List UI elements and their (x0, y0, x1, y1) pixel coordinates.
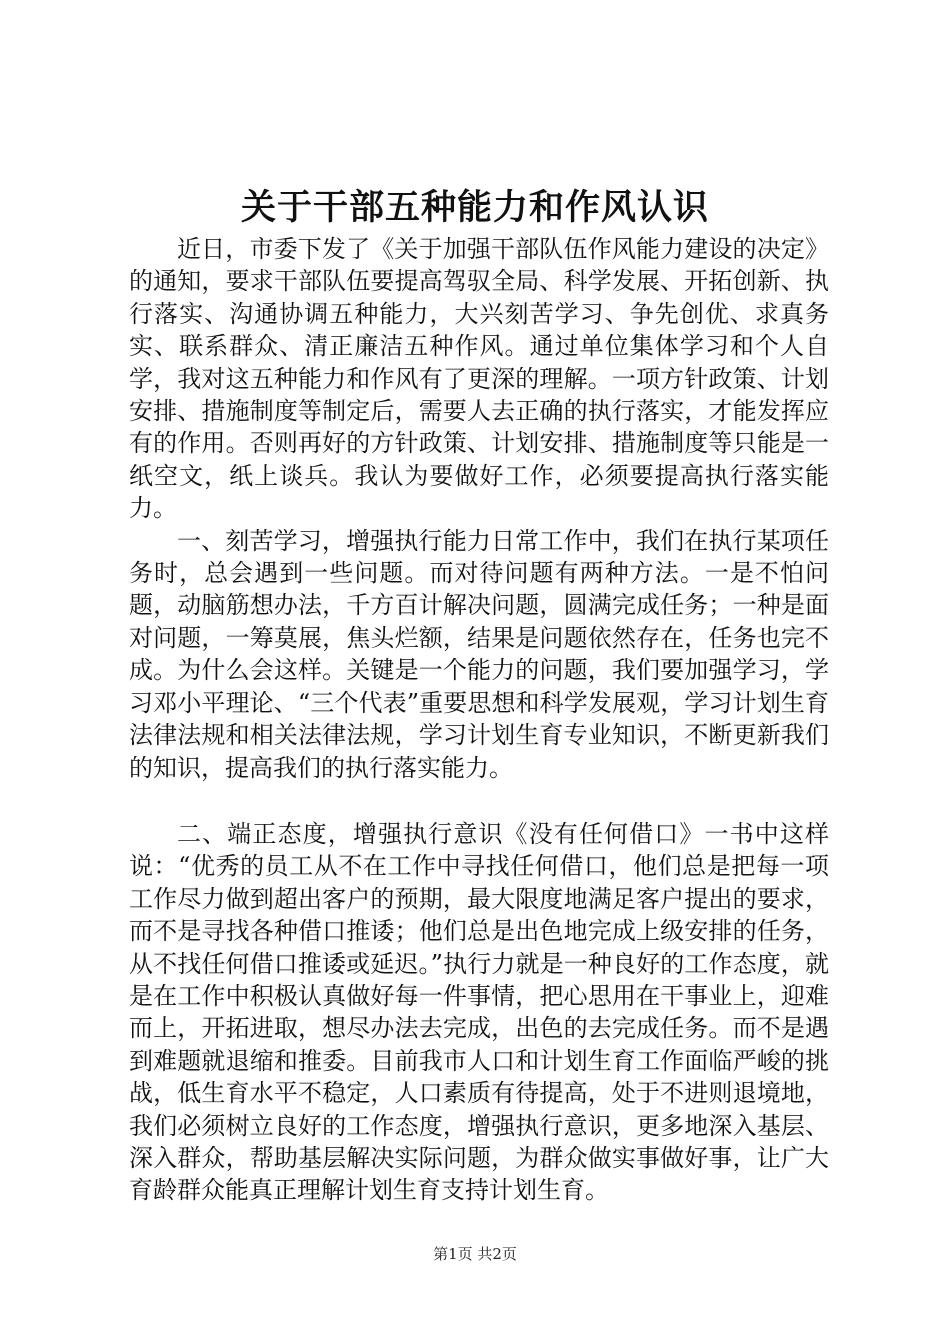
paragraph-section-1: 一、刻苦学习，增强执行能力日常工作中，我们在执行某项任务时，总会遇到一些问题。而对待问题有两种方法。一是不怕问题，动脑筋想办法，千方百计解决问题，圆满完成任务；一种是面对问题，一筹莫展，焦头烂额，结果是问题依然存在，任务也完不成。为什么会这样。关键是一个能力的问题，我们要加强学习，学习邓小平理论、“三个代表”重要思想和科学发展观，学习计划生育法律法规和相关法律法规，学习计划生育专业知识，不断更新我们的知识，提高我们的执行落实能力。 (129, 526, 829, 782)
document-title: 关于干部五种能力和作风认识 (240, 187, 709, 228)
paragraph-intro: 近日，市委下发了《关于加强干部队伍作风能力建设的决定》的通知，要求干部队伍要提高驾驭全局、科学发展、开拓创新、执行落实、沟通协调五种能力，大兴刻苦学习、争先创优、求真务实、联系群众、清正廉洁五种作风。通过单位集体学习和个人自学，我对这五种能力和作风有了更深的理解。一项方针政策、计划安排、措施制度等制定后，需要人去正确的执行落实，才能发挥应有的作用。否则再好的方针政策、计划安排、措施制度等只能是一纸空文，纸上谈兵。我认为要做好工作，必须要提高执行落实能力。 (129, 235, 829, 523)
page-number-footer: 第1页 共2页 (433, 1245, 517, 1263)
paragraph-section-2: 二、端正态度，增强执行意识《没有任何借口》一书中这样说：“优秀的员工从不在工作中寻找任何借口，他们总是把每一项工作尽力做到超出客户的预期，最大限度地满足客户提出的要求，而不是寻找各种借口推诿；他们总是出色地完成上级安排的任务，从不找任何借口推诿或延迟。”执行力就是一种良好的工作态度，就是在工作中积极认真做好每一件事情，把心思用在干事业上，迎难而上，开拓进取，想尽办法去完成，出色的去完成任务。而不是遇到难题就退缩和推委。目前我市人口和计划生育工作面临严峻的挑战，低生育水平不稳定，人口素质有待提高，处于不进则退境地，我们必须树立良好的工作态度，增强执行意识，更多地深入基层、深入群众，帮助基层解决实际问题，为群众做实事做好事，让广大育龄群众能真正理解计划生育支持计划生育。 (129, 819, 829, 1205)
document-body (129, 233, 829, 1207)
